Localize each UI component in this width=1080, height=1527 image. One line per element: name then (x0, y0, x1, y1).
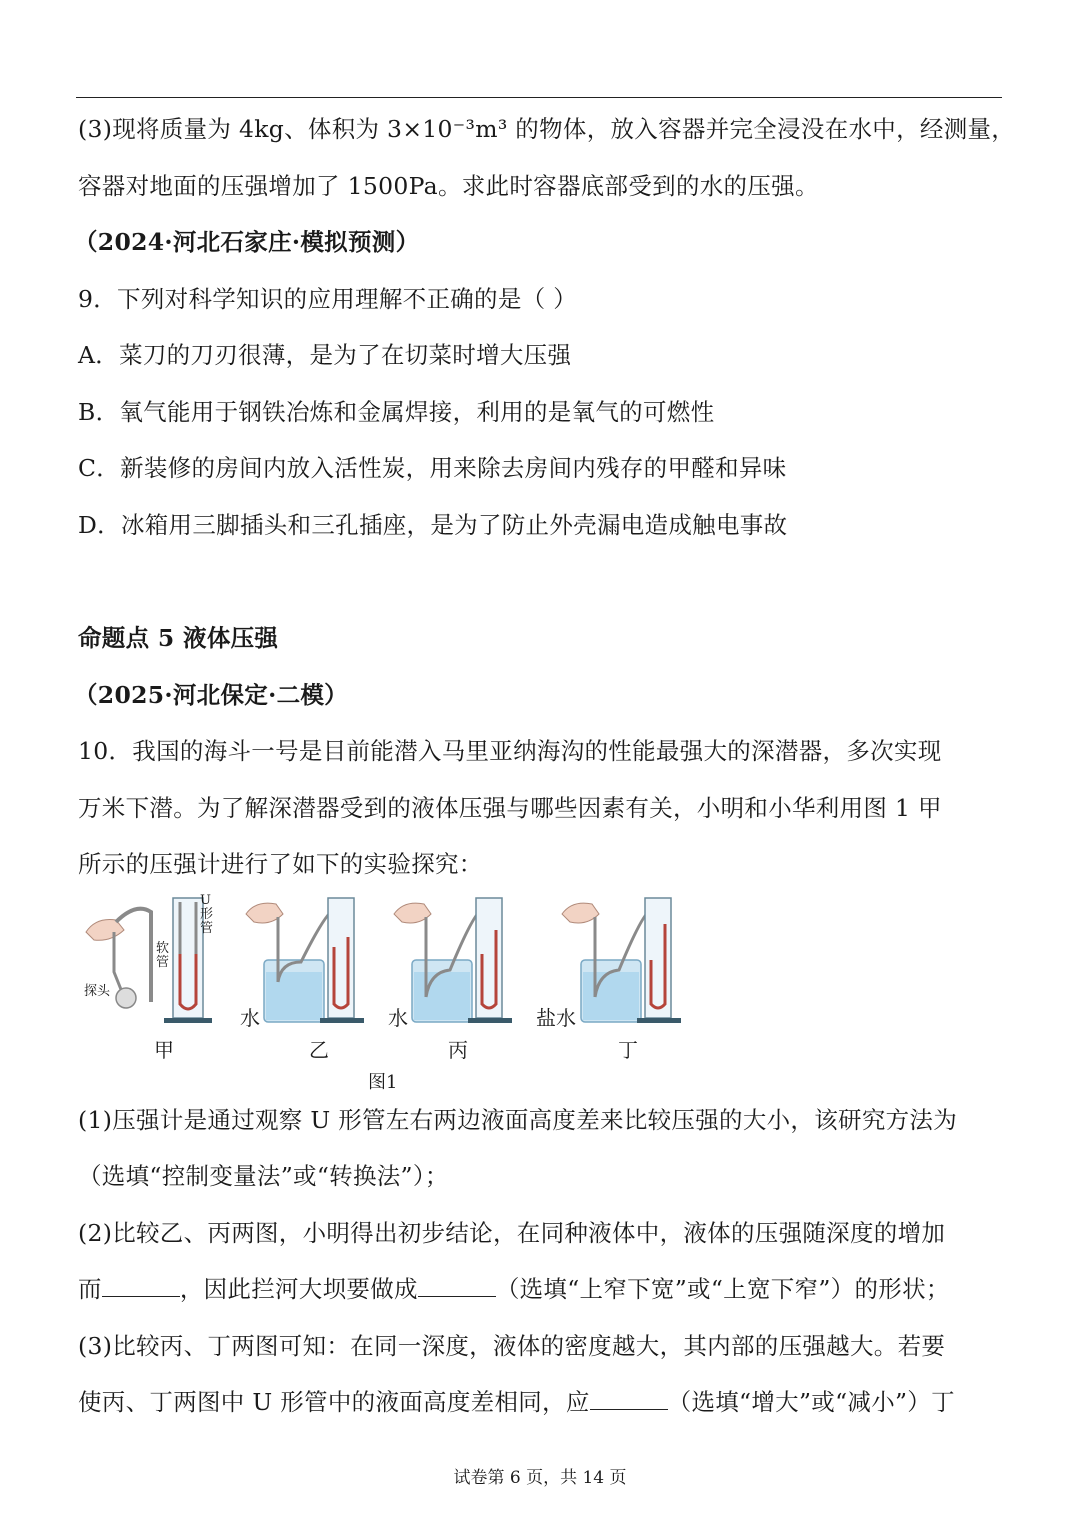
label-u-tube: U形管 (200, 893, 214, 936)
figure-caption: 图1 (368, 1072, 398, 1093)
q10-part2-line2-c: （选填“上窄下宽”或“上宽下窄”）的形状； (495, 1275, 950, 1303)
q10-part2-line2-a: 而 (78, 1275, 102, 1303)
figure-1 (76, 892, 696, 1072)
panel-label-ding: 丁 (618, 1038, 638, 1062)
liquid-label-ding: 盐水 (536, 1006, 576, 1030)
panel-label-jia: 甲 (154, 1038, 174, 1062)
hand-icon (86, 920, 124, 941)
q10-part2-line2 (78, 1273, 950, 1305)
q10-source: （2025·河北保定·二模） (74, 681, 348, 709)
q10-stem-line2: 万米下潜。为了解深潜器受到的液体压强与哪些因素有关，小明和小华利用图 1 甲 (78, 794, 942, 822)
q9-option-c: C．新装修的房间内放入活性炭，用来除去房间内残存的甲醛和异味 (78, 454, 787, 482)
q8-part3-line1: (3)现将质量为 4kg、体积为 3×10⁻³m³ 的物体，放入容器并完全浸没在水中，经测量， (78, 115, 1016, 143)
probe-rod (114, 932, 122, 992)
answer-blank-1[interactable] (102, 1274, 180, 1297)
liquid-label-bing: 水 (388, 1006, 408, 1030)
liquid-label-yi: 水 (240, 1006, 260, 1030)
q9-option-b: B．氧气能用于钢铁冶炼和金属焊接，利用的是氧气的可燃性 (78, 398, 715, 426)
stand (164, 1018, 212, 1023)
answer-blank-3[interactable] (590, 1387, 668, 1410)
q9-stem: 9．下列对科学知识的应用理解不正确的是（ ） (78, 285, 578, 313)
label-hose: 软管 (156, 941, 170, 970)
q8-part3-line2: 容器对地面的压强增加了 1500Pa。求此时容器底部受到的水的压强。 (78, 172, 819, 200)
q10-stem-line3: 所示的压强计进行了如下的实验探究： (78, 850, 483, 878)
answer-blank-2[interactable] (418, 1274, 496, 1297)
q10-part1-line2: （选填“控制变量法”或“转换法”）； (78, 1162, 449, 1190)
q9-option-d: D．冰箱用三脚插头和三孔插座，是为了防止外壳漏电造成触电事故 (78, 511, 788, 539)
q10-part3-line2-b: （选填“增大”或“减小”）丁 (667, 1388, 955, 1416)
q10-part3-line1: (3)比较丙、丁两图可知：在同一深度，液体的密度越大，其内部的压强越大。若要 (78, 1332, 946, 1360)
label-probe: 探头 (84, 984, 111, 999)
page-footer: 试卷第 6 页，共 14 页 (453, 1468, 627, 1488)
q9-option-a: A．菜刀的刀刃很薄，是为了在切菜时增大压强 (78, 341, 572, 369)
u-tube-board (173, 898, 203, 1018)
q10-part3-line2 (78, 1386, 955, 1418)
panel-ding-apparatus (562, 898, 681, 1023)
panel-yi-apparatus (246, 898, 364, 1023)
q9-source: （2024·河北石家庄·模拟预测） (74, 228, 420, 256)
panel-label-yi: 乙 (309, 1038, 329, 1062)
panel-label-bing: 丙 (448, 1038, 468, 1062)
q10-part2-line2-b: ，因此拦河大坝要做成 (179, 1275, 418, 1303)
q10-part3-line2-a: 使丙、丁两图中 U 形管中的液面高度差相同，应 (78, 1388, 590, 1416)
header-rule (76, 97, 1002, 98)
panel-jia-apparatus (86, 898, 212, 1023)
section-heading: 命题点 5 液体压强 (78, 624, 279, 652)
probe-icon (116, 988, 136, 1008)
panel-bing-apparatus (394, 898, 512, 1023)
q10-stem-line1: 10．我国的海斗一号是目前能潜入马里亚纳海沟的性能最强大的深潜器，多次实现 (78, 737, 942, 765)
q10-part1-line1: (1)压强计是通过观察 U 形管左右两边液面高度差来比较压强的大小，该研究方法为 (78, 1106, 958, 1134)
hand-icon (562, 903, 599, 923)
q10-part2-line1: (2)比较乙、丙两图，小明得出初步结论，在同种液体中，液体的压强随深度的增加 (78, 1219, 946, 1247)
